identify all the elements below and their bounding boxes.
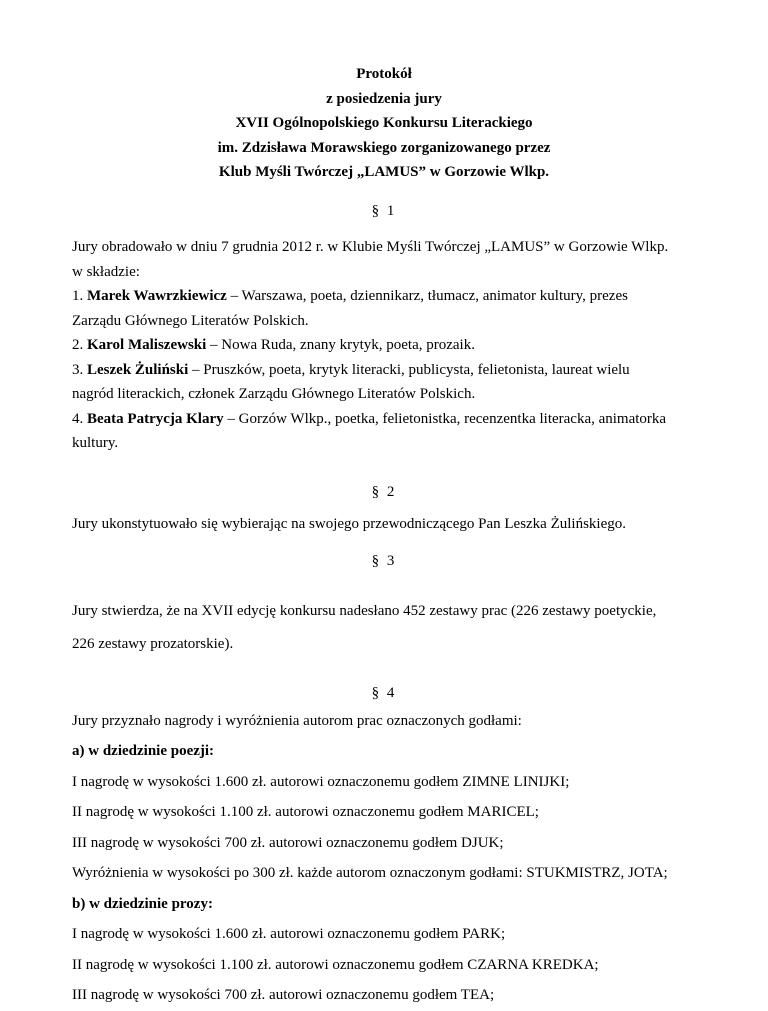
section-3-body	[72, 595, 696, 661]
member-name: Karol Maliszewski	[87, 337, 207, 353]
member-description: – Nowa Ruda, znany krytyk, poeta, prozaik.	[206, 337, 475, 353]
prose-award-3: III nagrodę w wysokości 700 zł. autorowi oznaczonemu godłem TEA;	[72, 987, 495, 1003]
member-description: – Gorzów Wlkp., poetka, felietonistka, recenzentka literacka, animatorka	[223, 410, 667, 427]
member-name: Leszek Żuliński	[87, 361, 189, 378]
title-line-2: z posiedzenia jury	[326, 90, 442, 107]
prose-award-1: I nagrodę w wysokości 1.600 zł. autorowi oznaczonemu godłem PARK;	[72, 926, 506, 942]
prose-heading	[72, 889, 696, 920]
section-3-line-1: Jury stwierdza, że na XVII edycję konkursu nadesłano 452 zestawy prac (226 zestawy poetyckie,	[72, 603, 657, 619]
section-2-text: Jury ukonstytuowało się wybierając na swojego przewodniczącego Pan Leszka Żulińskiego.	[72, 516, 627, 532]
poetry-heading-text: a) w dziedzinie poezji:	[72, 743, 215, 759]
prose-heading-text: b) w dziedzinie prozy:	[72, 895, 213, 912]
member-number: 4.	[72, 410, 84, 427]
member-1	[72, 284, 696, 309]
section-4-body	[72, 706, 696, 1011]
member-4	[72, 407, 696, 432]
poetry-award-2: II nagrodę w wysokości 1.100 zł. autorowi oznaczonemu godłem MARICEL;	[72, 804, 539, 820]
member-1-continued: Zarządu Głównego Literatów Polskich.	[72, 312, 309, 329]
poetry-heading	[72, 736, 696, 767]
document-title-block	[72, 0, 696, 185]
title-line-4: im. Zdzisława Morawskiego zorganizowanego przez	[217, 139, 551, 156]
member-3-continued: nagród literackich, członek Zarządu Głównego Literatów Polskich.	[72, 386, 476, 402]
member-description: – Pruszków, poeta, krytyk literacki, publicysta, felietonista, laureat wielu	[188, 361, 630, 378]
title-line-5: Klub Myśli Twórczej „LAMUS” w Gorzowie Wlkp.	[218, 164, 550, 180]
poetry-distinctions: Wyróżnienia w wysokości po 300 zł. każde autorom oznaczonym godłami: STUKMISTRZ, JOTA;	[72, 865, 668, 881]
section-mark-3: § 3	[371, 552, 397, 569]
section-3-line-2: 226 zestawy prozatorskie).	[72, 636, 234, 652]
section-mark-4: § 4	[371, 685, 397, 701]
poetry-award-3: III nagrodę w wysokości 700 zł. autorowi oznaczonemu godłem DJUK;	[72, 834, 504, 851]
title-line-3: XVII Ogólnopolskiego Konkursu Literackiego	[235, 115, 533, 131]
member-3	[72, 358, 696, 383]
section-4-intro: Jury przyznało nagrody i wyróżnienia autorom prac oznaczonych godłami:	[72, 712, 522, 729]
member-2	[72, 333, 696, 358]
section-1-body	[72, 235, 696, 456]
member-description: – Warszawa, poeta, dziennikarz, tłumacz, animator kultury, prezes	[226, 288, 628, 304]
prose-award-2: II nagrodę w wysokości 1.100 zł. autorowi oznaczonemu godłem CZARNA KREDKA;	[72, 956, 599, 973]
poetry-award-1: I nagrodę w wysokości 1.600 zł. autorowi oznaczonemu godłem ZIMNE LINIJKI;	[72, 773, 570, 790]
member-4-continued: kultury.	[72, 435, 119, 451]
member-name: Beata Patrycja Klary	[87, 410, 224, 427]
member-number: 2.	[72, 337, 84, 353]
intro-line-1: Jury obradowało w dniu 7 grudnia 2012 r. w Klubie Myśli Twórczej „LAMUS” w Gorzowie Wlkp.	[72, 239, 669, 255]
member-name: Marek Wawrzkiewicz	[87, 288, 227, 304]
intro-line-2: w składzie:	[72, 263, 140, 280]
section-mark-1: § 1	[371, 202, 397, 219]
section-mark-2: § 2	[371, 483, 397, 500]
member-number: 3.	[72, 361, 84, 378]
title-line-1: Protokół	[356, 66, 412, 82]
member-number: 1.	[72, 288, 84, 304]
